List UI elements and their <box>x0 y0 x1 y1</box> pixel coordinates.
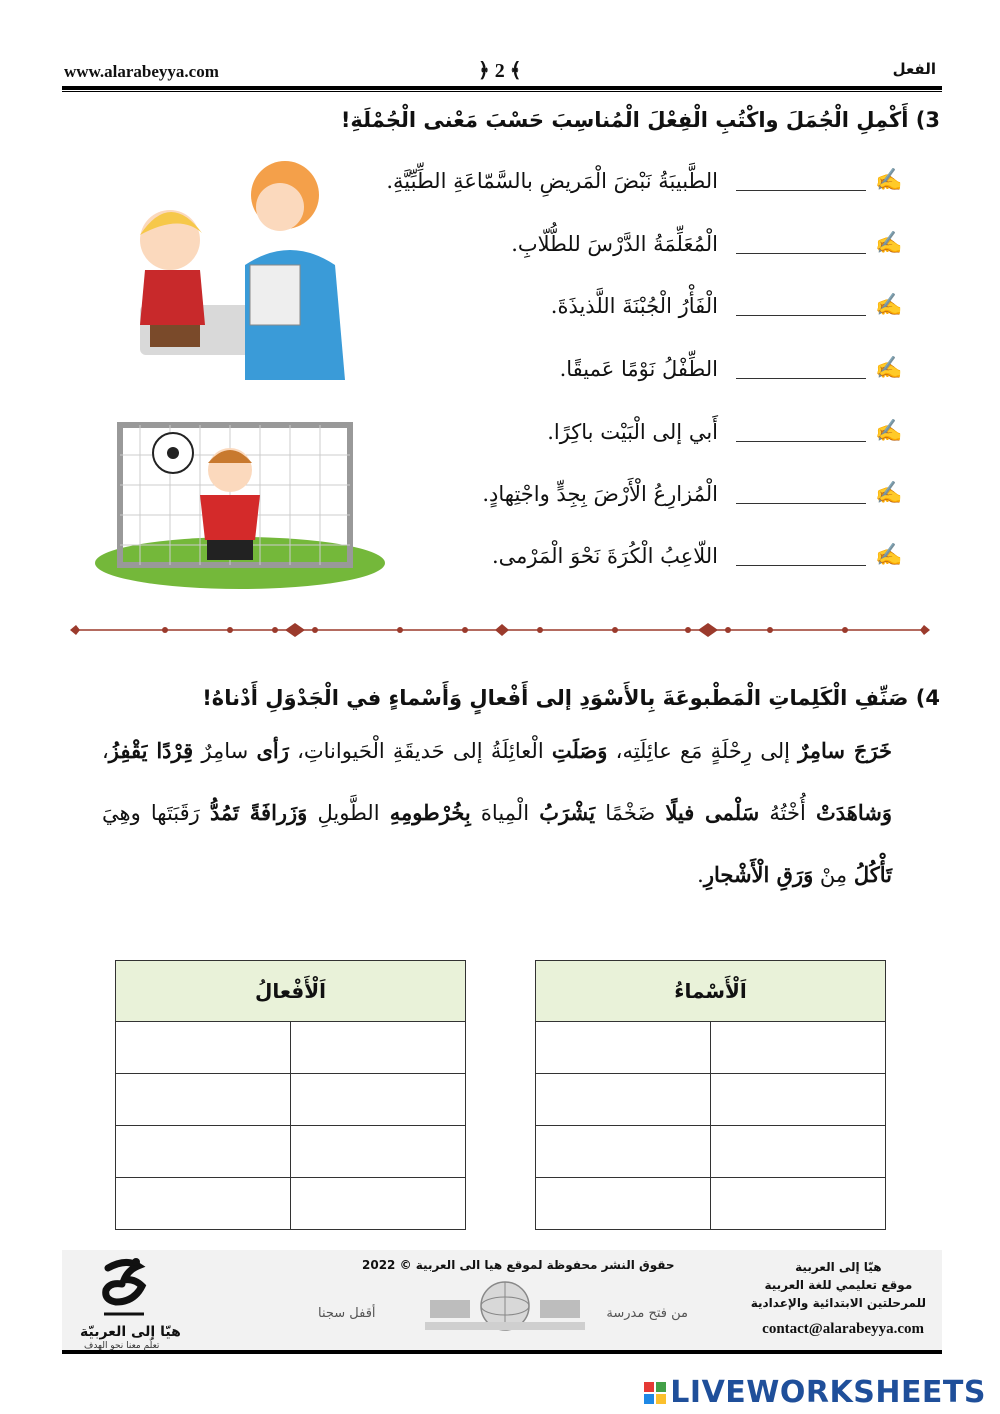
sentence-row <box>344 481 904 506</box>
plain-text: سامِرٌ <box>193 739 257 763</box>
sentence-row <box>344 356 904 381</box>
site-url: www.alarabeyya.com <box>64 62 219 81</box>
table-cell[interactable] <box>291 1074 466 1126</box>
page-number: ﴿ 2 ﴾ <box>478 60 522 82</box>
doctor-illustration <box>120 155 360 385</box>
bold-word: تَأْكُلُ <box>853 862 892 887</box>
plain-text: رَقَبَتَها وهِيَ <box>102 801 210 825</box>
nouns-table-header: اَلْأَسْماءُ <box>536 961 886 1022</box>
liveworksheets-watermark <box>644 1375 986 1410</box>
liveworksheets-text: LIVEWORKSHEETS <box>670 1375 986 1410</box>
sentence-text: الطَّبيبَةُ نَبْضَ الْمَريضِ بالسَّمّاعَةِ الطِّبِّيَّةِ. <box>386 168 718 193</box>
table-cell[interactable] <box>291 1126 466 1178</box>
answer-blank[interactable] <box>736 233 866 254</box>
sentence-row <box>344 168 904 193</box>
sentence-text: الْفَأْرُ الْجُبْنَةَ اللَّذيذَةَ. <box>550 293 718 318</box>
reading-paragraph <box>102 720 892 906</box>
table-cell[interactable] <box>711 1074 886 1126</box>
plain-text: مِنْ <box>813 863 854 887</box>
bold-word: سَلْمى فيلًا <box>665 800 760 825</box>
logo-name: هيّا إلى العربيّة <box>80 1324 181 1340</box>
header-rule <box>62 86 942 90</box>
bold-word: وَزَرافَةً تَمُدُّ <box>209 800 308 825</box>
table-cell[interactable] <box>536 1022 711 1074</box>
answer-blank[interactable] <box>736 358 866 379</box>
answer-blank[interactable] <box>736 295 866 316</box>
plain-text: الْمِياهَ <box>470 801 540 825</box>
table-cell[interactable] <box>536 1178 711 1230</box>
table-cell[interactable] <box>711 1126 886 1178</box>
table-cell[interactable] <box>711 1022 886 1074</box>
verbs-table <box>115 960 466 1230</box>
sentence-text: اللّاعِبُ الْكُرَةَ نَحْوَ الْمَرْمى. <box>492 543 718 568</box>
motto-part: أقفل سجنا <box>318 1306 376 1321</box>
pencil-icon: ✍ <box>875 481 903 506</box>
bold-word: وَصَلَتِ <box>551 738 608 763</box>
bold-word: قِرْدًا يَقْفِزُ <box>108 738 194 763</box>
plain-text: الْعائِلَةُ إلى حَديقَةِ الْحَيواناتِ، <box>288 739 552 763</box>
question-4-title: 4) صَنِّفِ الْكَلِماتِ الْمَطْبوعَةَ بِالأَسْوَدِ إلى أَفْعالٍ وَأَسْماءٍ في الْجَدْوَلِ أَدْناهُ! <box>202 686 940 710</box>
footer-site-desc: للمرحلتين الابتدائية والإعدادية <box>750 1296 926 1310</box>
footer-copyright: حقوق النشر محفوظة لموقع هيا الى العربية © 2022 <box>362 1258 675 1272</box>
logo-tagline: تعلّم معنا نحو الهدف <box>84 1341 160 1351</box>
footer-email-link[interactable]: contact@alarabeyya.com <box>762 1321 924 1337</box>
pencil-icon: ✍ <box>875 419 903 444</box>
bold-word: بِخُرْطومِهِ <box>389 800 471 825</box>
page-title: الفعل <box>892 60 936 78</box>
verbs-table-header: اَلْأَفْعالُ <box>116 961 466 1022</box>
sentence-row <box>344 231 904 256</box>
pencil-icon: ✍ <box>875 543 903 568</box>
sentence-text: الْمُعَلِّمَةُ الدَّرْسَ للطُّلّابِ. <box>511 231 718 256</box>
plain-text: إلى رِحْلَةٍ مَع عائِلَتِه، <box>607 739 799 763</box>
plain-text: ، <box>102 739 109 763</box>
sentence-text: الطِّفْلُ نَوْمًا عَميقًا. <box>559 356 718 381</box>
liveworksheets-icon <box>644 1382 666 1404</box>
answer-blank[interactable] <box>736 421 866 442</box>
footer-site-info <box>751 1258 926 1312</box>
table-cell[interactable] <box>116 1074 291 1126</box>
footer-motto <box>318 1306 688 1321</box>
sentence-row <box>344 543 904 568</box>
motto-part: من فتح مدرسة <box>606 1306 688 1321</box>
table-cell[interactable] <box>291 1022 466 1074</box>
bold-word: وَرَقِ الْأَشْجارِ <box>703 862 814 887</box>
sentence-row <box>344 293 904 318</box>
bold-word: يَشْرَبُ <box>539 800 596 825</box>
table-cell[interactable] <box>291 1178 466 1230</box>
table-cell[interactable] <box>116 1126 291 1178</box>
plain-text: أُخْتُهُ <box>759 801 816 825</box>
sentence-text: أَبي إلى الْبَيْت باكِرًا. <box>547 419 718 444</box>
ornamental-divider <box>70 622 930 638</box>
plain-text: الطَّويلِ <box>307 801 390 825</box>
answer-blank[interactable] <box>736 170 866 191</box>
table-cell[interactable] <box>536 1126 711 1178</box>
question-3-title: 3) أَكْمِلِ الْجُمَلَ واكْتُبِ الْفِعْلَ الْمُناسِبَ حَسْبَ مَعْنى الْجُمْلَةِ! <box>340 108 940 132</box>
footer-site-desc: موقع تعليمي للغة العربية <box>764 1278 913 1292</box>
pencil-icon: ✍ <box>875 293 903 318</box>
sentence-text: الْمُزارِعُ الْأَرْضَ بِجِدٍّ واجْتِهادٍ. <box>482 481 718 506</box>
sentence-row <box>344 419 904 444</box>
goalkeeper-illustration <box>95 415 385 590</box>
answer-blank[interactable] <box>736 483 866 504</box>
pencil-icon: ✍ <box>875 231 903 256</box>
table-cell[interactable] <box>116 1178 291 1230</box>
nouns-table <box>535 960 886 1230</box>
answer-blank[interactable] <box>736 545 866 566</box>
bold-word: رَأى <box>256 738 289 763</box>
site-logo-icon <box>98 1256 150 1320</box>
table-cell[interactable] <box>711 1178 886 1230</box>
plain-text: . <box>697 863 704 887</box>
footer-site-name: هيّا إلى العربية <box>795 1260 882 1274</box>
pencil-icon: ✍ <box>875 356 903 381</box>
table-cell[interactable] <box>536 1074 711 1126</box>
bold-word: خَرَجَ سامِرٌ <box>798 738 892 763</box>
bold-word: وَشاهَدَتْ <box>815 800 892 825</box>
plain-text: ضَخْمًا <box>595 801 666 825</box>
pencil-icon: ✍ <box>875 168 903 193</box>
table-cell[interactable] <box>116 1022 291 1074</box>
header-rule-thin <box>62 91 942 92</box>
